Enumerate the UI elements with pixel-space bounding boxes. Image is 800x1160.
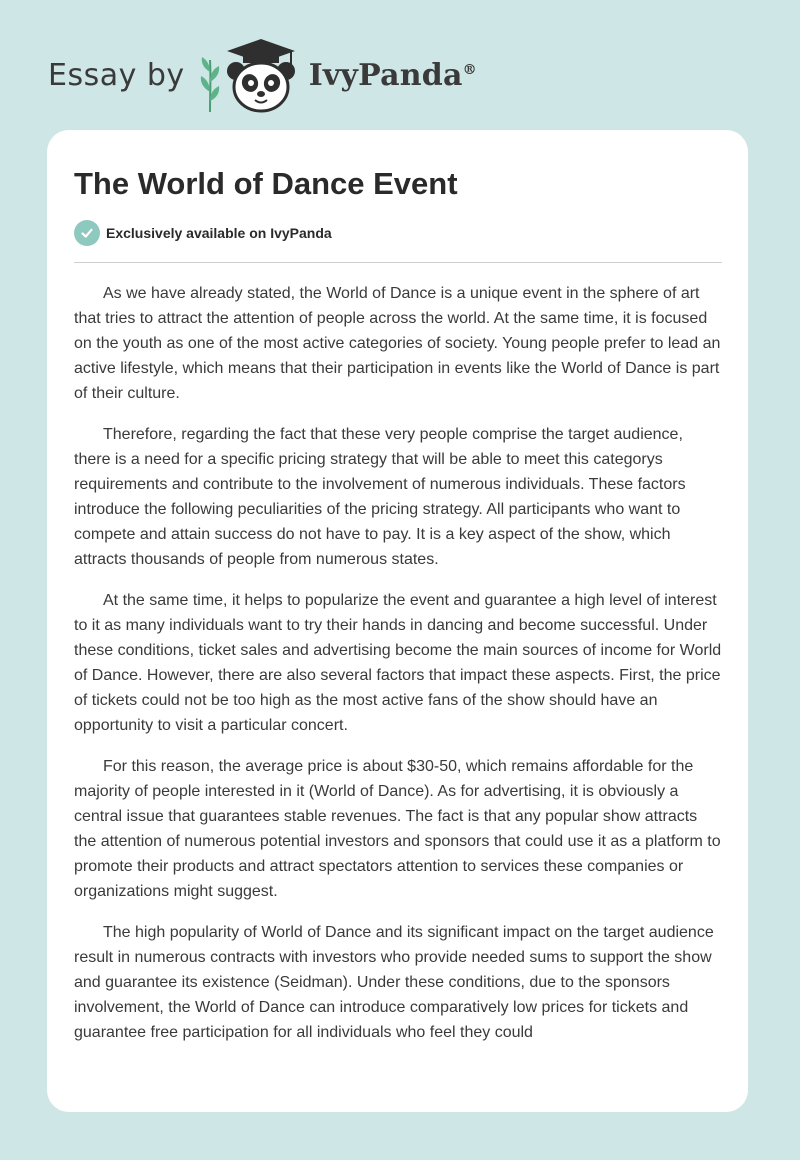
brand-name: IvyPanda® [308,57,477,93]
panda-logo-icon [219,33,303,117]
paragraph: Therefore, regarding the fact that these very people comprise the target audience, there is a need for a specific pricing strategy that will be able to meet this categorys requirements and contribute to the involvement of numerous individuals. These factors introduce the following peculiarities of the pricing strategy. All participants who want to compete and attain success do not have to pay. It is a key aspect of the show, which attracts thousands of people from numerous states. [74,426,686,568]
check-icon [74,220,100,246]
essay-card [47,130,748,1112]
site-header [48,30,477,120]
paragraph: For this reason, the average price is about $30-50, which remains affordable for the majority of people interested in it (World of Dance). As for advertising, it is obviously a central issue that guarantees stable revenues. The fact is that any popular show attracts the attention of numerous potential investors and sponsors that could use it as a platform to promote their products and attract spectators attention to services these companies or organizations might suggest. [74,758,721,900]
paragraph: At the same time, it helps to popularize the event and guarantee a high level of interest to it as many individuals want to try their hands in dancing and become successful. Under these conditions, ticket sales and advertising become the main sources of income for World of Dance. However, there are also several factors that impact these aspects. First, the price of tickets could not be too high as the most active fans of the show should have an opportunity to visit a particular concert. [74,592,722,734]
page-title: The World of Dance Event [74,166,458,201]
essay-by-label: Essay by [48,57,185,93]
divider [74,262,722,263]
exclusive-label: Exclusively available on IvyPanda [106,225,332,241]
paragraph: As we have already stated, the World of Dance is a unique event in the sphere of art that tries to attract the attention of people across the world. At the same time, it is focused on the youth as one of the most active categories of society. Young people prefer to lead an active lifestyle, which means that their participation in events like the World of Dance is part of their culture. [74,285,721,402]
leaf-icon [199,54,221,114]
exclusive-badge [74,220,722,246]
paragraph: The high popularity of World of Dance and its significant impact on the target audience result in numerous contracts with investors who provide needed sums to support the show and guarantee its existence (Seidman). Under these conditions, due to the sponsors involvement, the World of Dance can introduce comparatively low prices for tickets and guarantee free participation for all individuals who feel they could [74,924,714,1041]
essay-body [74,281,722,1045]
